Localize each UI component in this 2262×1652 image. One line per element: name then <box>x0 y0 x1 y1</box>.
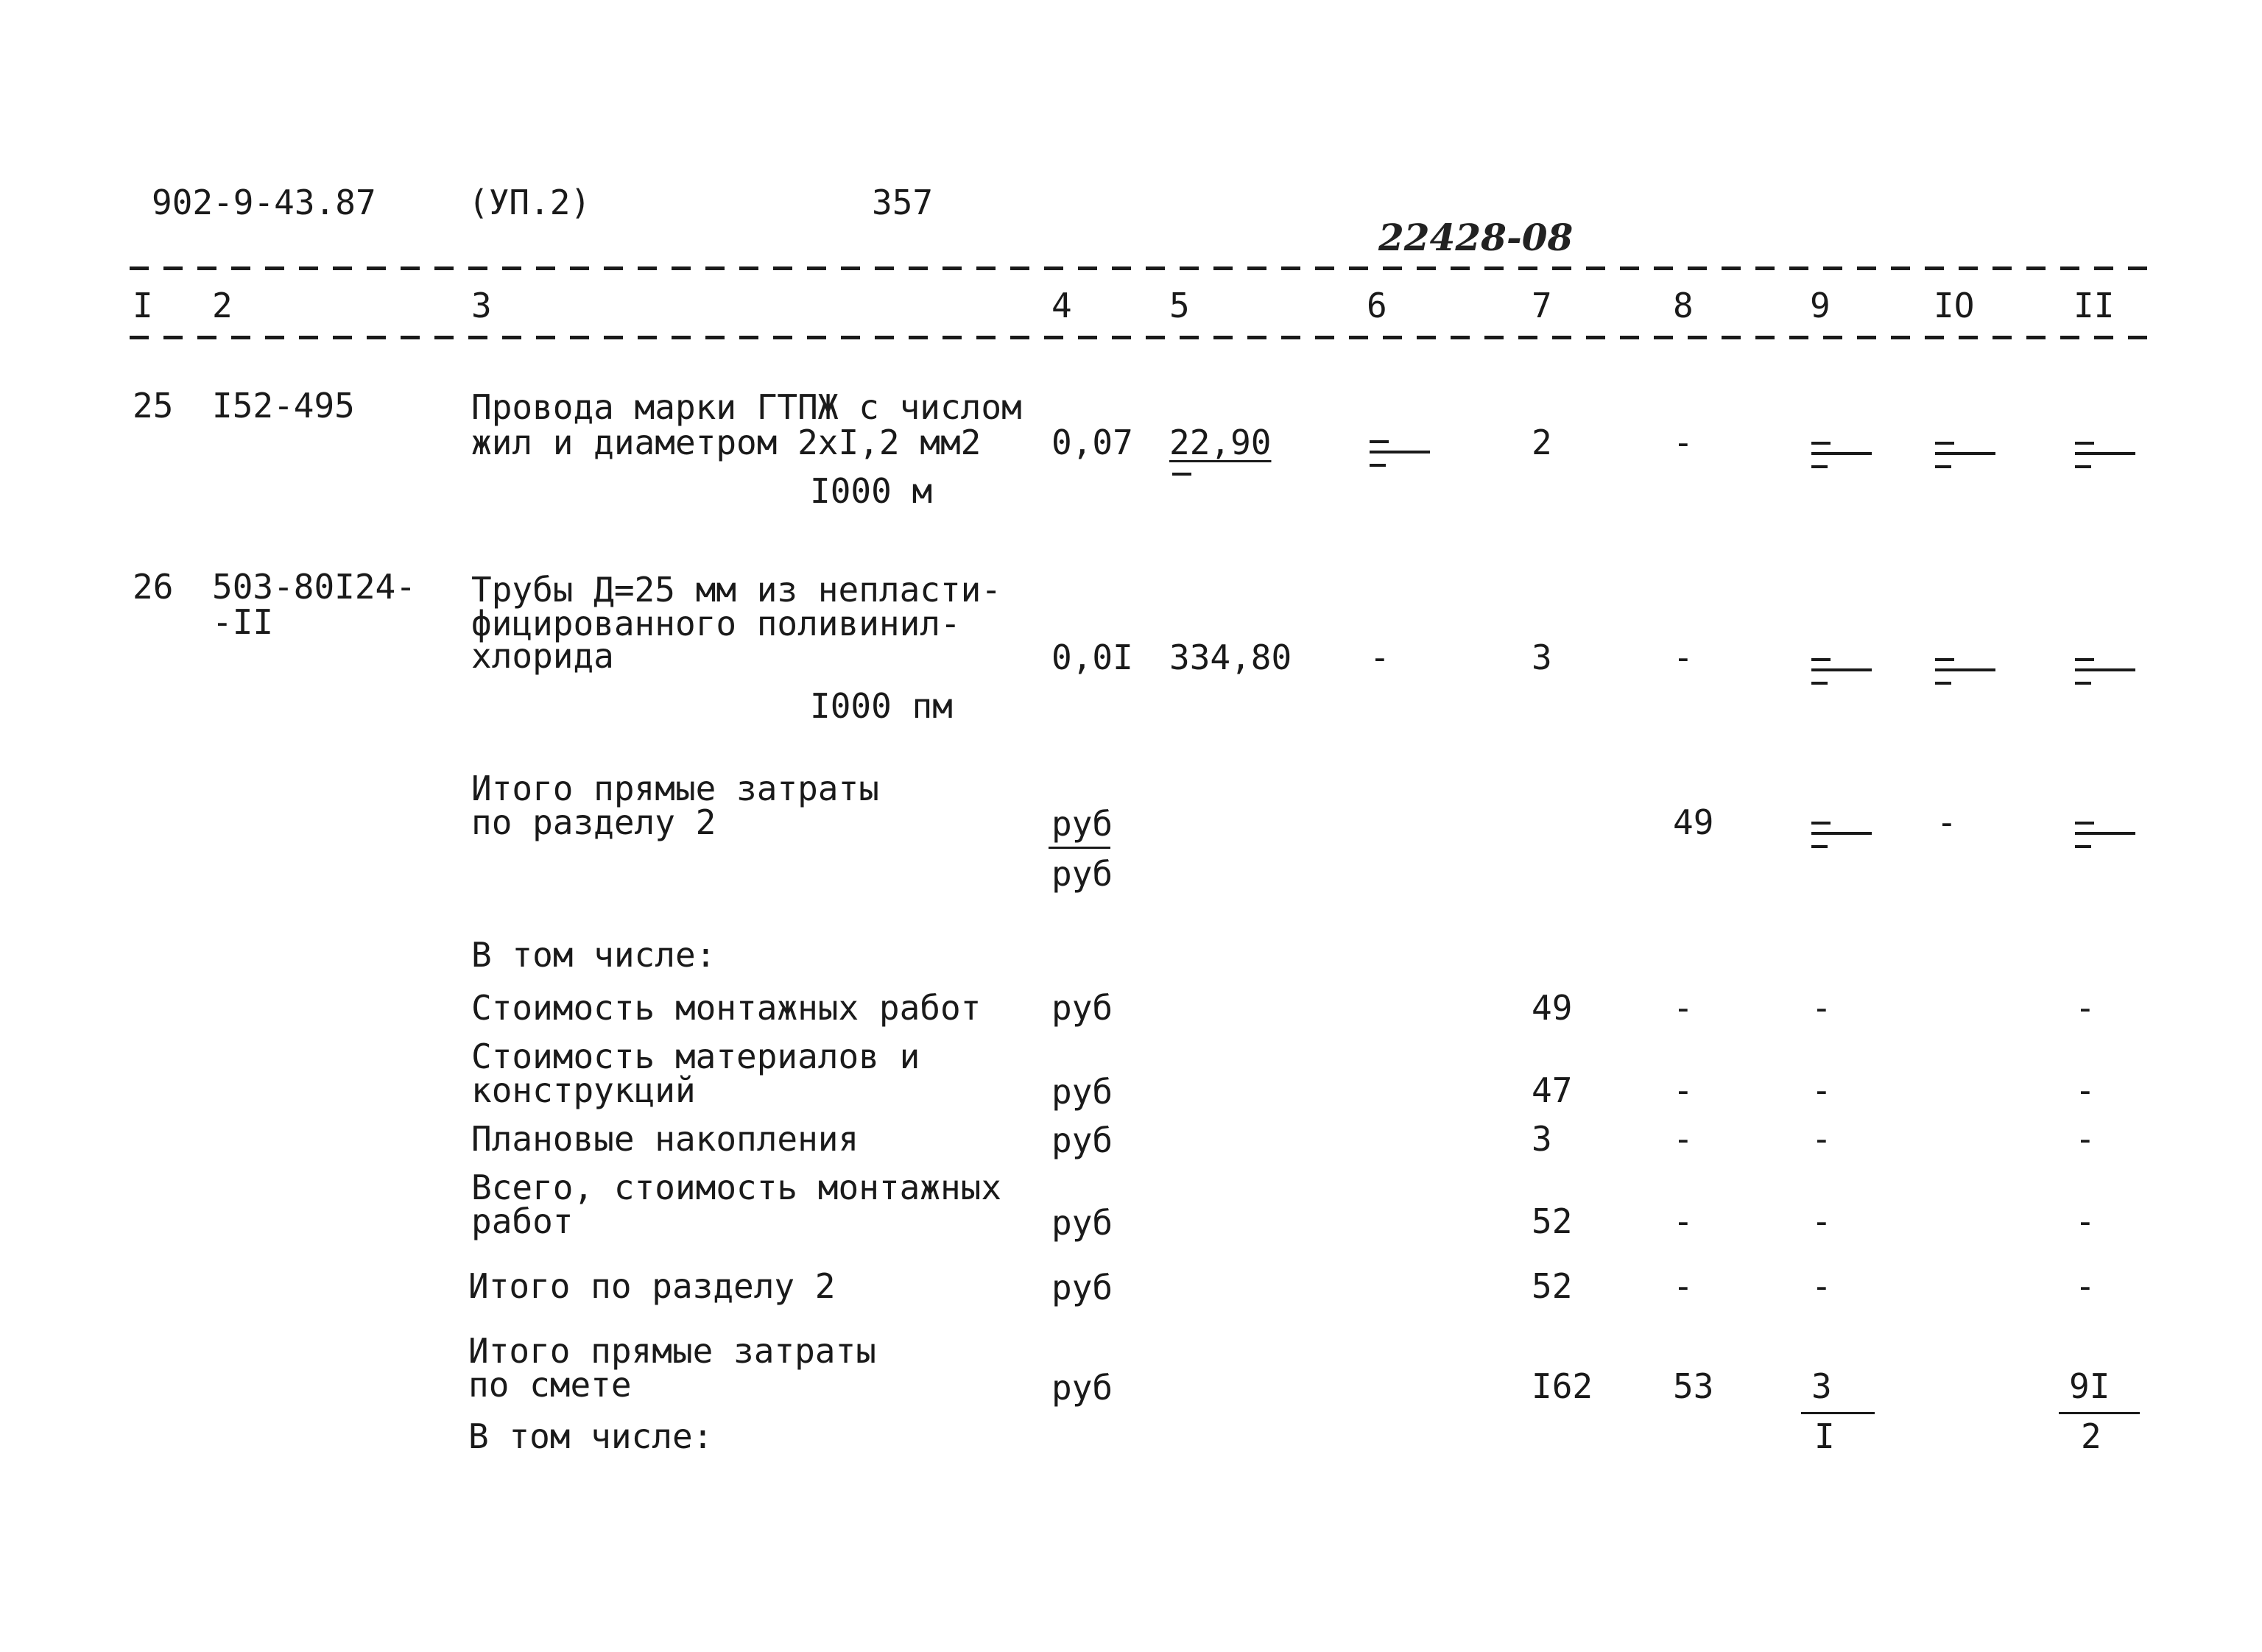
breakdown-col7: 47 <box>1532 1070 1573 1110</box>
breakdown-col9: - <box>1811 1070 1832 1110</box>
column-header: I <box>133 286 153 325</box>
unit-label: руб <box>1051 1120 1113 1160</box>
estimate-total-col7: I62 <box>1532 1366 1593 1406</box>
item-unit: I000 пм <box>810 686 953 726</box>
breakdown-col9: - <box>1811 1266 1832 1306</box>
item-price: 22,90 <box>1169 423 1272 462</box>
item-price: 334,80 <box>1169 638 1292 677</box>
section-total-label: Итого прямые затраты <box>471 769 879 808</box>
breakdown-label: Итого по разделу 2 <box>468 1266 836 1306</box>
breakdown-col11: - <box>2075 1119 2096 1159</box>
unit-label: руб <box>1051 1072 1113 1112</box>
unit-label: руб <box>1051 1203 1113 1243</box>
breakdown-label: работ <box>471 1201 574 1241</box>
column-header: 6 <box>1367 286 1387 325</box>
unit-label: руб <box>1051 804 1113 844</box>
handwritten-stamp: 22428-08 <box>1378 216 1574 259</box>
including-label: В том числе: <box>468 1416 714 1456</box>
breakdown-col8: - <box>1673 1070 1694 1110</box>
item-code: I52-495 <box>212 386 355 426</box>
breakdown-label: Стоимость материалов и <box>471 1037 920 1076</box>
breakdown-col8: - <box>1673 1266 1694 1306</box>
item-quantity: 0,0I <box>1051 638 1133 677</box>
item-unit: I000 м <box>810 471 933 511</box>
breakdown-col7: 49 <box>1532 988 1573 1028</box>
column-header: 5 <box>1169 286 1190 325</box>
breakdown-col11: - <box>2075 988 2096 1028</box>
estimate-total-label: Итого прямые затраты <box>468 1331 876 1371</box>
estimate-total-col11-bottom: 2 <box>2081 1416 2101 1456</box>
including-label: В том числе: <box>471 935 716 975</box>
page-number: 357 <box>872 183 934 222</box>
section-total-col8: 49 <box>1673 802 1714 842</box>
column-header: 3 <box>471 286 492 325</box>
item-number: 26 <box>133 567 174 607</box>
breakdown-col11: - <box>2075 1070 2096 1110</box>
item-description: хлорида <box>471 636 614 676</box>
unit-label: руб <box>1051 854 1113 894</box>
breakdown-col9: - <box>1811 1119 1832 1159</box>
column-header: 8 <box>1673 286 1694 325</box>
breakdown-col9: - <box>1811 988 1832 1028</box>
item-col7: 3 <box>1532 638 1552 677</box>
breakdown-col7: 3 <box>1532 1119 1552 1159</box>
estimate-total-col9-top: 3 <box>1811 1366 1832 1406</box>
column-header: 4 <box>1051 286 1072 325</box>
breakdown-label: Всего, стоимость монтажных <box>471 1168 1002 1207</box>
header-top-rule <box>130 266 2147 270</box>
breakdown-col7: 52 <box>1532 1201 1573 1241</box>
breakdown-col11: - <box>2075 1201 2096 1241</box>
unit-label: руб <box>1051 1268 1113 1307</box>
breakdown-label: Плановые накопления <box>471 1119 859 1159</box>
item-quantity: 0,07 <box>1051 423 1133 462</box>
item-description: жил и диаметром 2xI,2 мм2 <box>471 423 982 462</box>
section-total-col10: - <box>1937 802 1957 842</box>
item-col6: - <box>1370 638 1390 677</box>
fraction-line <box>1049 847 1110 849</box>
unit-label: руб <box>1051 1368 1113 1408</box>
fraction-line <box>1801 1412 1875 1414</box>
estimate-total-col8: 53 <box>1673 1366 1714 1406</box>
section-total-label: по разделу 2 <box>471 802 716 842</box>
breakdown-col8: - <box>1673 1201 1694 1241</box>
column-header: II <box>2074 286 2115 325</box>
estimate-total-col9-bottom: I <box>1814 1416 1835 1456</box>
breakdown-label: конструкций <box>471 1070 696 1110</box>
breakdown-label: Стоимость монтажных работ <box>471 988 982 1028</box>
item-code: -II <box>212 602 274 642</box>
fraction-line <box>2059 1412 2140 1414</box>
item-description: Провода марки ГТПЖ с числом <box>471 387 1022 427</box>
item-number: 25 <box>133 386 174 426</box>
estimate-total-col11-top: 9I <box>2069 1366 2110 1406</box>
document-code: 902-9-43.87 <box>152 183 376 222</box>
header-bottom-rule <box>130 336 2147 339</box>
item-description: Трубы Д=25 мм из непласти- <box>471 570 1002 610</box>
item-col7: 2 <box>1532 423 1552 462</box>
column-header: IO <box>1934 286 1975 325</box>
column-header: 7 <box>1532 286 1552 325</box>
breakdown-col7: 52 <box>1532 1266 1573 1306</box>
breakdown-col8: - <box>1673 1119 1694 1159</box>
item-col8: - <box>1673 423 1694 462</box>
item-col8: - <box>1673 638 1694 677</box>
unit-label: руб <box>1051 988 1113 1028</box>
column-header: 2 <box>212 286 233 325</box>
item-description: фицированного поливинил- <box>471 604 961 643</box>
estimate-total-label: по смете <box>468 1365 632 1405</box>
item-code: 503-80I24- <box>212 567 416 607</box>
section-code: (УП.2) <box>468 183 591 222</box>
breakdown-col9: - <box>1811 1201 1832 1241</box>
column-header: 9 <box>1810 286 1831 325</box>
breakdown-col8: - <box>1673 988 1694 1028</box>
breakdown-col11: - <box>2075 1266 2096 1306</box>
